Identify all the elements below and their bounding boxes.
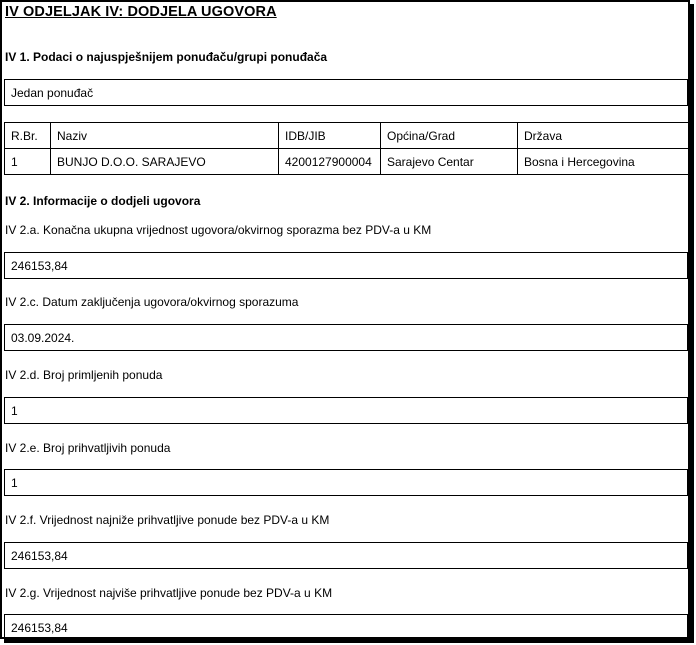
cell-naziv: BUNJO D.O.O. SARAJEVO [51,149,279,175]
cell-drzava: Bosna i Hercegovina [518,149,690,175]
field-value-2d: 1 [4,397,688,424]
field-value-2f: 246153,84 [4,542,688,569]
field-label-2c: IV 2.c. Datum zaključenja ugovora/okvirnog sporazuma [5,295,299,309]
winning-bidder-table [4,122,690,175]
section-title: IV ODJELJAK IV: DODJELA UGOVORA [5,4,277,20]
col-header-drzava: Država [518,123,690,149]
cell-idb-jib: 4200127900004 [279,149,381,175]
table-header-row [5,123,690,149]
field-value-2a: 246153,84 [4,252,688,279]
field-value-2c: 03.09.2024. [4,324,688,351]
field-value-2e: 1 [4,469,688,496]
iv2-heading: IV 2. Informacije o dodjeli ugovora [5,194,201,208]
field-label-2g: IV 2.g. Vrijednost najviše prihvatljive ponude bez PDV-a u KM [5,586,333,600]
field-label-2e: IV 2.e. Broj prihvatljivih ponuda [5,441,171,455]
col-header-opcina-grad: Općina/Grad [381,123,518,149]
col-header-idb-jib: IDB/JIB [279,123,381,149]
field-value-2g: 246153,84 [4,614,688,639]
cell-opcina-grad: Sarajevo Centar [381,149,518,175]
field-label-2d: IV 2.d. Broj primljenih ponuda [5,368,163,382]
iv1-heading: IV 1. Podaci o najuspješnijem ponuđaču/grupi ponuđača [5,50,328,64]
bidder-type-field: Jedan ponuđač [4,79,688,106]
field-label-2f: IV 2.f. Vrijednost najniže prihvatljive ponude bez PDV-a u KM [5,513,330,527]
cell-rbr: 1 [5,149,51,175]
table-row [5,149,690,175]
field-label-2a: IV 2.a. Konačna ukupna vrijednost ugovora/okvirnog sporazma bez PDV-a u KM [5,223,432,237]
col-header-naziv: Naziv [51,123,279,149]
col-header-rbr: R.Br. [5,123,51,149]
